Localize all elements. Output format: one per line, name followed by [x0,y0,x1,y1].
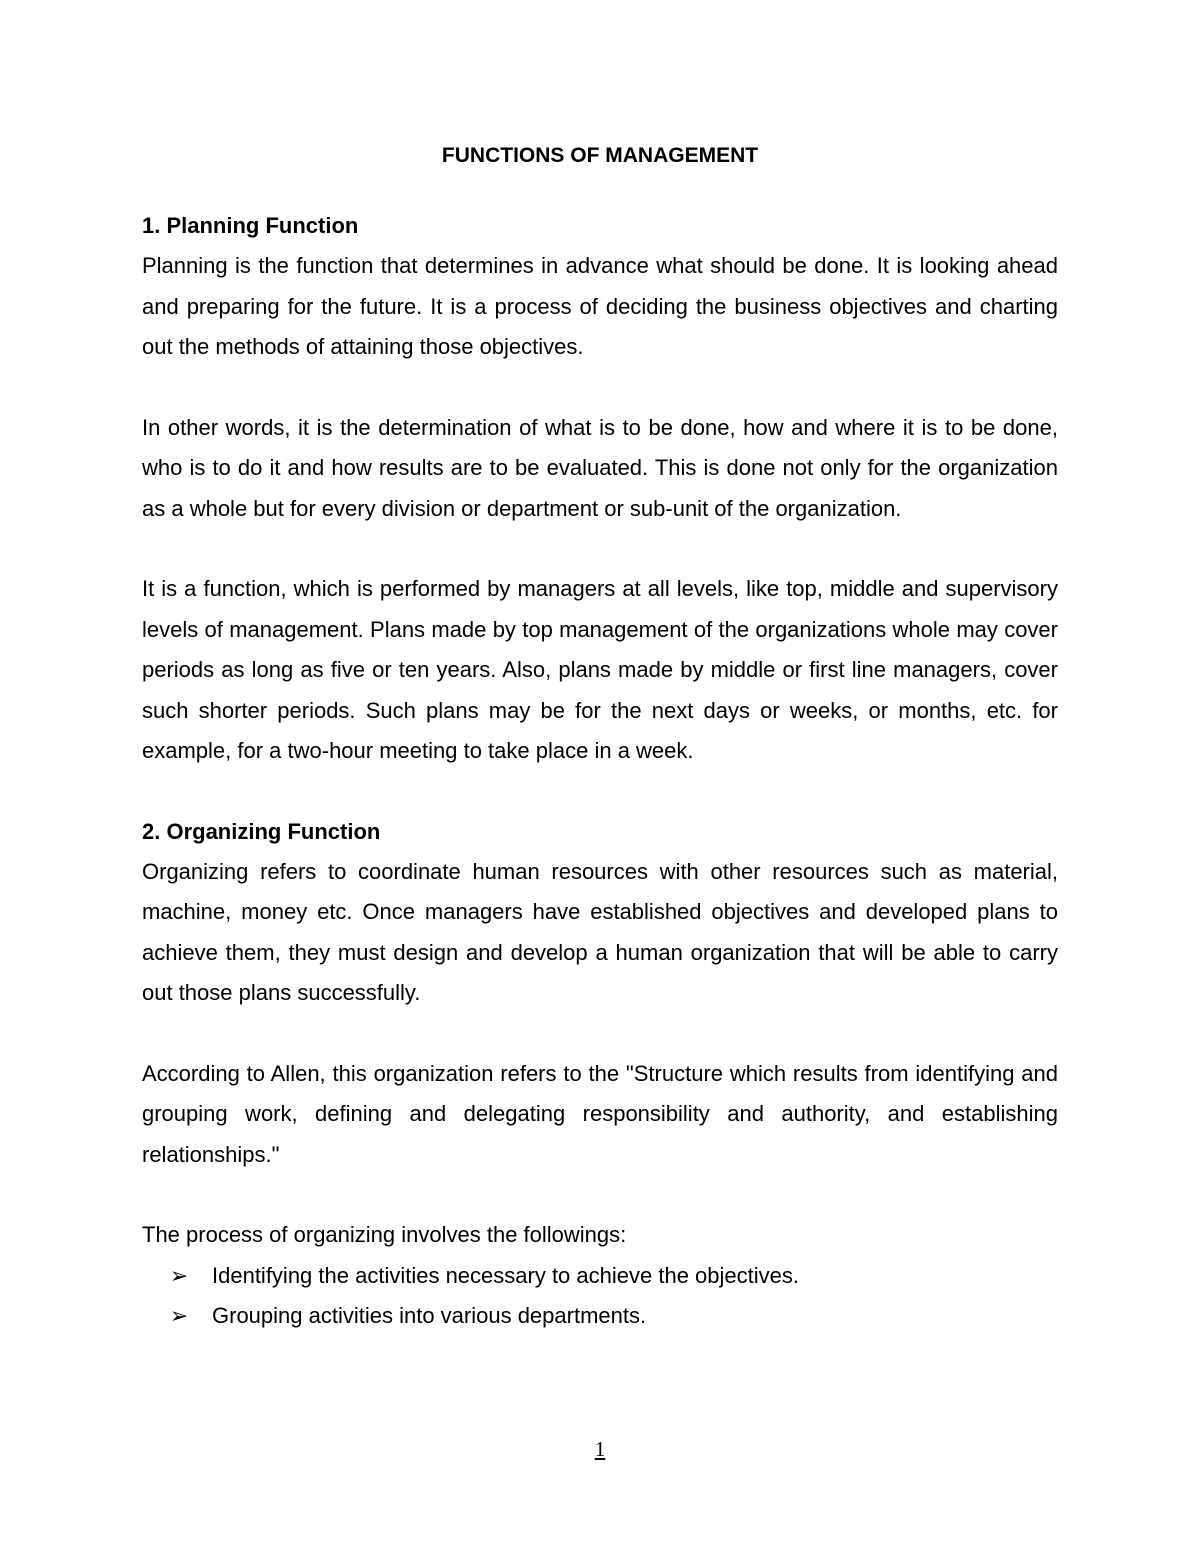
paragraph: In other words, it is the determination of what is to be done, how and where it is to be done, who is to do it and how results are to be evaluated. This is done not only for the organization as a whole but for every division or department or sub-unit of the organization. [142,414,1058,521]
list-item-text: Identifying the activities necessary to achieve the objectives. [212,1262,799,1288]
arrow-bullet-icon: ➢ [169,1303,189,1328]
paragraph: According to Allen, this organization refers to the "Structure which results from identifying and grouping work, defining and delegating responsibility and authority, and establishing relationships." [142,1060,1058,1167]
paragraph: The process of organizing involves the followings: [142,1222,627,1247]
page-number: 1 [594,1437,606,1461]
paragraph: It is a function, which is performed by managers at all levels, like top, middle and supervisory levels of management. Plans made by top management of the organizations whole may cover periods as long as five or ten years. Also, plans made by middle or first line managers, cover such shorter periods. Such plans may be for the next days or weeks, or months, etc. for example, for a two-hour meeting to take place in a week. [142,576,1058,763]
document-title: FUNCTIONS OF MANAGEMENT [441,144,759,167]
list-item [142,1256,1058,1297]
page-content [142,140,1058,1337]
list-item-text: Grouping activities into various departments. [212,1303,647,1328]
paragraph: Organizing refers to coordinate human resources with other resources such as material, machine, money etc. Once managers have established objectives and developed plans to achieve them, they must design and develop a human organization that will be able to carry out those plans successfully. [142,858,1058,1005]
section-heading-planning: 1. Planning Function [142,213,359,238]
list-item [142,1296,1058,1337]
paragraph: Planning is the function that determines in advance what should be done. It is looking ahead and preparing for the future. It is a process of deciding the business objectives and charting out the methods of attaining those objectives. [142,253,1058,359]
bullet-list [142,1256,1058,1337]
section-heading-organizing: 2. Organizing Function [142,818,381,844]
arrow-bullet-icon: ➢ [169,1262,189,1288]
